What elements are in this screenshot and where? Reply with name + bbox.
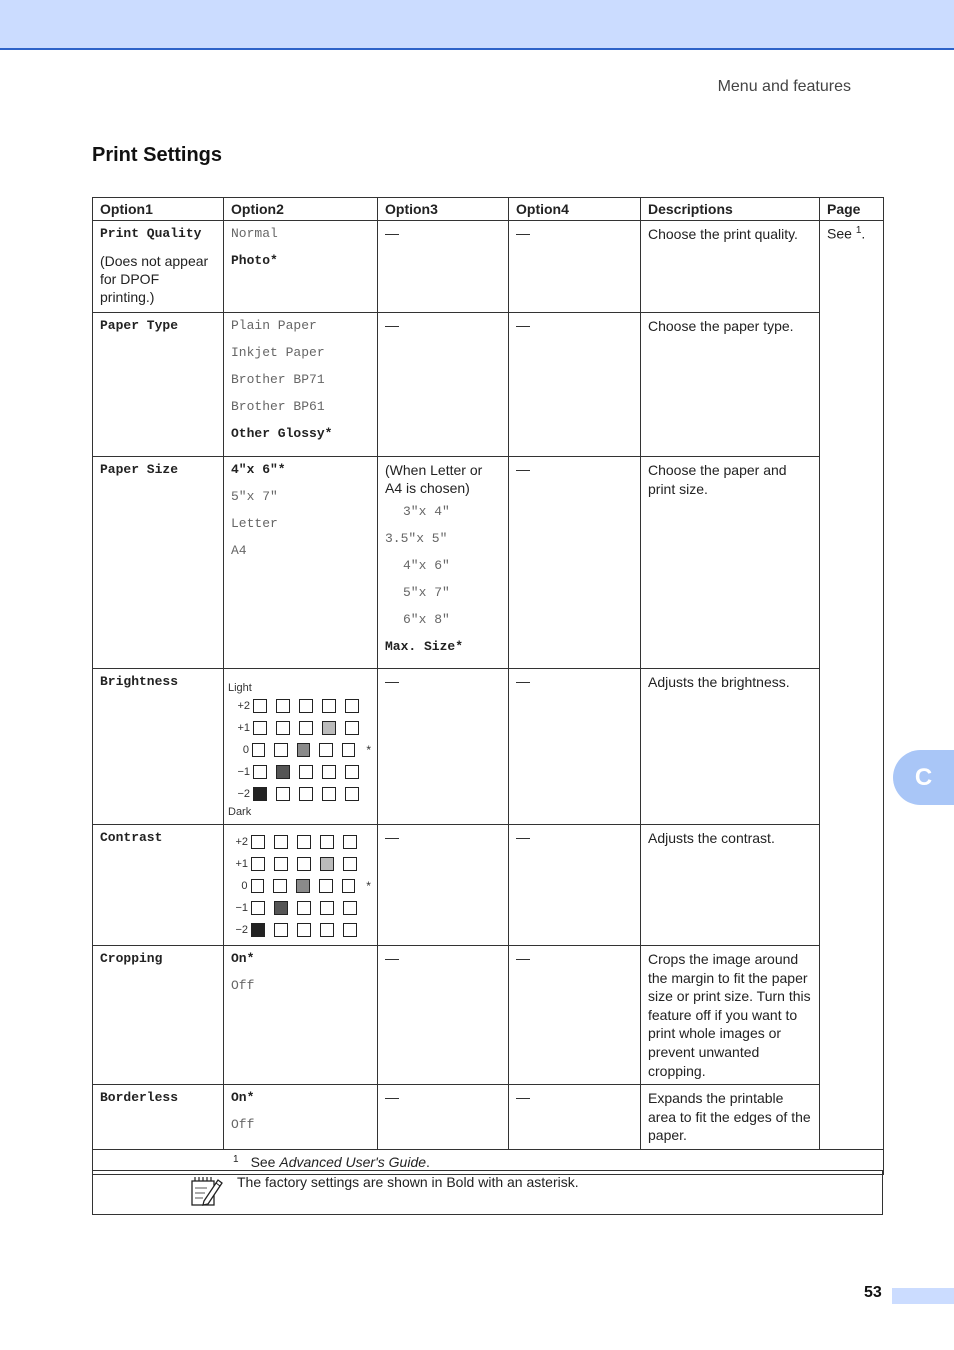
level-box	[274, 923, 288, 937]
level-box	[251, 835, 265, 849]
cell-page	[820, 221, 884, 1150]
level-box	[276, 721, 290, 735]
level-box	[345, 765, 359, 779]
cell-option3	[378, 457, 509, 669]
option2-value: Plain Paper	[231, 318, 317, 333]
header-page: Page	[820, 198, 884, 221]
option3-value: 3"x 4"	[403, 504, 450, 519]
level-box	[274, 857, 288, 871]
header-option4: Option4	[509, 198, 641, 221]
option3-value: 5"x 7"	[403, 585, 450, 600]
cell-option4	[509, 669, 641, 825]
pencil-note-icon	[189, 1195, 225, 1211]
cell-description: Crops the image around the margin to fit the paper size or print size. Turn this feature off if you want to print whole images or prevent unwanted cropping.	[641, 946, 820, 1085]
scale-row	[228, 717, 371, 739]
chapter-header: Menu and features	[717, 78, 851, 95]
level-box	[345, 721, 359, 735]
cell-option4	[509, 457, 641, 669]
page-footnote-ref: 1	[855, 225, 862, 236]
scale-level: −2	[235, 924, 248, 936]
cell-description: Adjusts the brightness.	[641, 669, 820, 825]
cell-option4	[509, 946, 641, 1085]
cell-option1	[93, 457, 224, 669]
level-box	[297, 835, 311, 849]
dash: —	[516, 1089, 530, 1106]
option2-value-default: On*	[231, 951, 255, 966]
cell-option1	[93, 221, 224, 313]
dash: —	[516, 673, 530, 689]
table-row-print-quality	[93, 221, 884, 313]
factory-note-text: The factory settings are shown in Bold with an asterisk.	[231, 1171, 883, 1215]
level-box	[320, 835, 334, 849]
option2-value-default: 4"x 6"*	[231, 462, 286, 477]
level-box-filled	[253, 787, 267, 801]
level-box	[322, 765, 336, 779]
top-header-band	[0, 0, 954, 50]
scale-row	[228, 761, 371, 783]
table-row-paper-size	[93, 457, 884, 669]
cell-option2	[224, 457, 378, 669]
level-box	[273, 879, 287, 893]
cell-option3	[378, 1085, 509, 1150]
cell-description: Choose the print quality.	[641, 221, 820, 313]
scale-level: +2	[235, 836, 248, 848]
option2-value: Letter	[231, 516, 278, 531]
level-box	[252, 743, 265, 757]
scale-row	[226, 919, 371, 941]
cell-description: Adjusts the contrast.	[641, 825, 820, 946]
header-descriptions: Descriptions	[641, 198, 820, 221]
table-row-cropping	[93, 946, 884, 1085]
option1-label: Brightness	[100, 674, 179, 689]
cell-option2	[224, 221, 378, 313]
scale-level: +1	[235, 858, 248, 870]
factory-note-box	[92, 1170, 883, 1215]
header-option1: Option1	[93, 198, 224, 221]
level-box	[253, 765, 267, 779]
cell-option4	[509, 825, 641, 946]
header-option3: Option3	[378, 198, 509, 221]
option2-value: Normal	[231, 226, 278, 241]
print-settings-table	[92, 197, 884, 1175]
dash: —	[385, 950, 399, 966]
scale-level: +2	[237, 700, 250, 712]
cell-option2	[224, 313, 378, 457]
option1-label: Contrast	[100, 830, 163, 845]
option2-value: 5"x 7"	[231, 489, 278, 504]
cell-option2	[224, 825, 378, 946]
level-box	[343, 901, 357, 915]
option3-value: 6"x 8"	[403, 612, 450, 627]
cell-option1	[93, 825, 224, 946]
scale-top-label: Light	[228, 682, 252, 694]
level-box	[253, 721, 267, 735]
table-row-paper-type	[93, 313, 884, 457]
cell-option2	[224, 669, 378, 825]
table-row-brightness	[93, 669, 884, 825]
note-icon-cell	[93, 1171, 232, 1215]
level-box	[299, 765, 313, 779]
scale-level: 0	[242, 744, 250, 756]
table-row-contrast	[93, 825, 884, 946]
cell-description: Choose the paper type.	[641, 313, 820, 457]
table-row-borderless	[93, 1085, 884, 1150]
page-number: 53	[864, 1284, 882, 1301]
scale-level: −1	[235, 902, 248, 914]
footnote-guide-title: Advanced User's Guide	[279, 1153, 427, 1170]
cell-option4	[509, 313, 641, 457]
level-box-filled	[296, 879, 310, 893]
level-box	[274, 835, 288, 849]
dash: —	[385, 673, 399, 689]
scale-bottom-label: Dark	[228, 806, 252, 818]
footnote-suffix: .	[426, 1153, 430, 1170]
option3-value: 3.5"x 5"	[385, 531, 448, 546]
scale-row	[226, 853, 371, 875]
option3-value: 4"x 6"	[403, 558, 450, 573]
cell-option3	[378, 669, 509, 825]
level-box	[343, 923, 357, 937]
scale-row	[226, 897, 371, 919]
scale-row	[228, 783, 371, 805]
scale-level: −1	[237, 766, 250, 778]
level-box	[319, 879, 333, 893]
cell-option1	[93, 669, 224, 825]
cell-option1	[93, 313, 224, 457]
option2-value: Off	[231, 978, 255, 993]
scale-row	[226, 831, 371, 853]
level-box	[322, 787, 336, 801]
level-box	[342, 743, 355, 757]
level-box	[276, 787, 290, 801]
scale-row	[228, 695, 371, 717]
option2-value-default: Photo*	[231, 253, 278, 268]
factory-note-row	[93, 1171, 883, 1215]
level-box	[274, 743, 287, 757]
level-box	[251, 901, 265, 915]
dash: —	[385, 225, 399, 241]
level-box	[322, 699, 336, 713]
scale-row	[226, 875, 371, 897]
scale-level: +1	[237, 722, 250, 734]
dash: —	[516, 829, 530, 845]
cell-option3	[378, 825, 509, 946]
cell-option1	[93, 946, 224, 1085]
cell-description: Choose the paper and print size.	[641, 457, 820, 669]
level-box	[297, 901, 311, 915]
level-box	[251, 857, 265, 871]
dash: —	[385, 317, 399, 333]
level-box	[320, 923, 334, 937]
level-box	[251, 879, 265, 893]
table-header-row	[93, 198, 884, 221]
dash: —	[516, 225, 530, 241]
option1-label: Paper Type	[100, 318, 179, 333]
option2-value: Brother BP71	[231, 372, 325, 387]
dash: —	[385, 829, 399, 845]
dash: —	[516, 317, 530, 333]
level-box	[297, 923, 311, 937]
scale-level: 0	[241, 880, 248, 892]
option1-label: Cropping	[100, 951, 163, 966]
default-mark: *	[366, 879, 371, 893]
level-box	[299, 721, 313, 735]
option3-value-default: Max. Size*	[385, 639, 464, 654]
level-box-filled	[276, 765, 290, 779]
page-see-end: .	[861, 225, 866, 242]
scale-row	[228, 739, 371, 761]
level-box	[343, 857, 357, 871]
header-option2: Option2	[224, 198, 378, 221]
level-box	[253, 699, 267, 713]
level-box	[345, 699, 359, 713]
level-box	[276, 699, 290, 713]
default-mark: *	[366, 743, 372, 757]
option1-label: Print Quality	[100, 226, 202, 241]
level-box-filled	[274, 901, 288, 915]
level-box	[299, 699, 313, 713]
page-see: See	[827, 225, 852, 242]
level-box-filled	[322, 721, 336, 735]
level-box-filled	[251, 923, 265, 937]
cell-option4	[509, 221, 641, 313]
cell-option3	[378, 946, 509, 1085]
cell-option3	[378, 221, 509, 313]
level-box	[320, 901, 334, 915]
level-box	[319, 743, 332, 757]
level-box	[345, 787, 359, 801]
footnote-number: 1	[233, 1153, 239, 1165]
cell-option4	[509, 1085, 641, 1150]
footnote-prefix: See	[250, 1153, 280, 1170]
option3-note: (When Letter or A4 is chosen)	[385, 462, 483, 496]
dash: —	[385, 1089, 399, 1106]
cell-option1	[93, 1085, 224, 1150]
cell-option3	[378, 313, 509, 457]
scale-level: −2	[237, 788, 250, 800]
level-box	[297, 857, 311, 871]
cell-option2	[224, 946, 378, 1085]
option2-value: Inkjet Paper	[231, 345, 325, 360]
option2-value: Brother BP61	[231, 399, 325, 414]
contrast-scale	[226, 831, 371, 941]
level-box	[343, 835, 357, 849]
cell-option2	[224, 1085, 378, 1150]
dash: —	[516, 950, 530, 966]
option2-value: A4	[231, 543, 247, 558]
option1-note: (Does not appear for DPOF printing.)	[100, 253, 209, 305]
option2-value-default: On*	[231, 1090, 255, 1106]
option1-label: Paper Size	[100, 462, 179, 477]
level-box	[342, 879, 356, 893]
option1-label: Borderless	[100, 1090, 179, 1106]
level-box	[299, 787, 313, 801]
dash: —	[516, 461, 530, 477]
page-number-bar	[892, 1288, 954, 1304]
chapter-tab-c: C	[893, 750, 954, 805]
option2-value-default: Other Glossy*	[231, 426, 333, 441]
section-title: Print Settings	[92, 144, 223, 166]
option2-value: Off	[231, 1117, 255, 1133]
level-box-filled	[320, 857, 334, 871]
brightness-scale	[228, 681, 371, 819]
cell-description: Expands the printable area to fit the edges of the paper.	[641, 1085, 820, 1150]
level-box-filled	[297, 743, 310, 757]
